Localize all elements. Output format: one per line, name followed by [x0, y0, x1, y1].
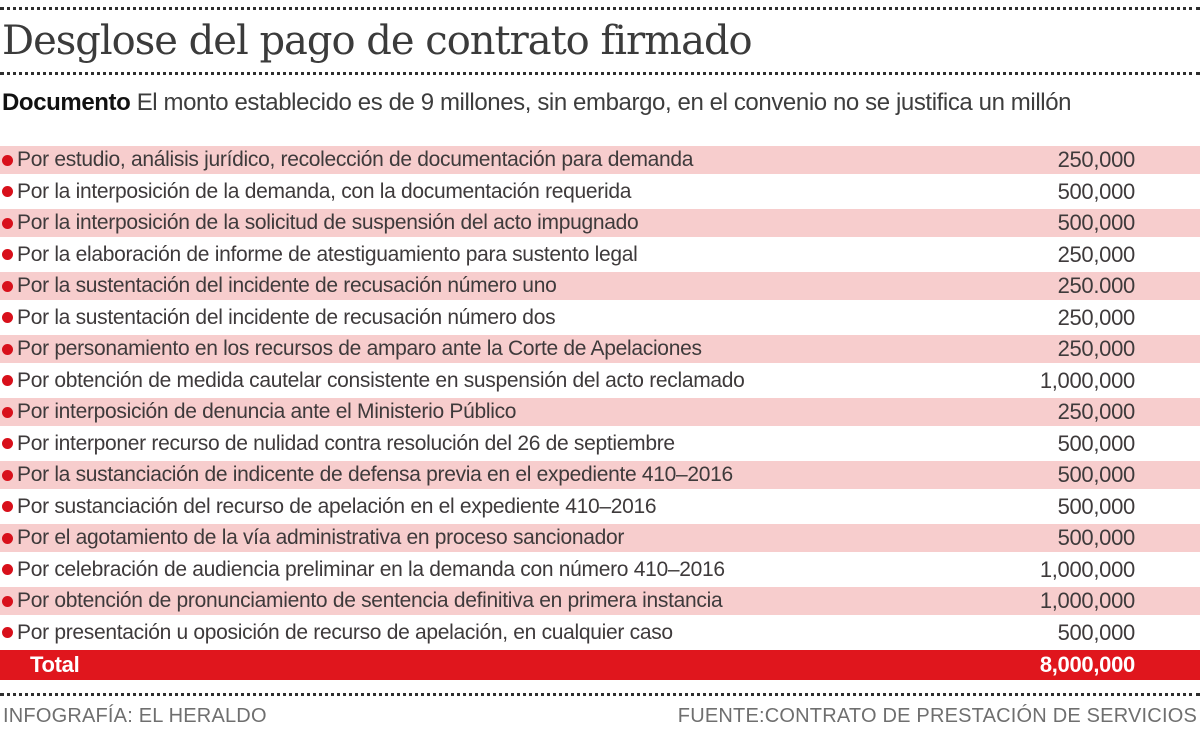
- row-amount: 250,000: [1057, 147, 1135, 172]
- table-row: [0, 556, 1200, 584]
- row-amount: 1,000,000: [1039, 588, 1135, 613]
- total-label: Total: [30, 652, 80, 677]
- bullet-icon: [2, 470, 13, 481]
- bullet-icon: [2, 533, 13, 544]
- table-row: [0, 524, 1200, 552]
- bullet-icon: [2, 627, 13, 638]
- row-amount: 500,000: [1057, 525, 1135, 550]
- divider-bottom: [0, 693, 1200, 696]
- row-description: Por obtención de medida cautelar consistente en suspensión del acto reclamado: [17, 368, 745, 392]
- table-row: [0, 398, 1200, 426]
- subtitle-text: El monto establecido es de 9 millones, sin embargo, en el convenio no se justifica un millón: [136, 89, 1072, 116]
- subtitle-label: Documento: [2, 89, 131, 116]
- row-description: Por interponer recurso de nulidad contra resolución del 26 de septiembre: [17, 431, 675, 455]
- row-amount: 500,000: [1057, 178, 1135, 204]
- row-description: Por interposición de denuncia ante el Ministerio Público: [17, 400, 517, 423]
- row-amount: 250,000: [1057, 336, 1135, 361]
- table-row: [0, 430, 1200, 458]
- row-amount: 500,000: [1057, 430, 1135, 456]
- row-amount: 500,000: [1057, 210, 1135, 235]
- infographic-credit: INFOGRAFÍA: EL HERALDO: [3, 705, 267, 727]
- row-amount: 500,000: [1057, 462, 1135, 487]
- source-credit: FUENTE:CONTRATO DE PRESTACIÓN DE SERVICIOS: [677, 705, 1197, 727]
- bullet-icon: [2, 344, 13, 355]
- table-row: [0, 178, 1200, 206]
- subtitle: [2, 89, 1200, 117]
- bullet-icon: [2, 596, 13, 607]
- row-description: Por el agotamiento de la vía administrativa en proceso sancionador: [17, 526, 625, 549]
- payments-table: [0, 146, 1200, 647]
- row-amount: 250,000: [1057, 399, 1135, 424]
- row-amount: 1,000,000: [1039, 556, 1135, 582]
- row-description: Por personamiento en los recursos de amparo ante la Corte de Apelaciones: [17, 337, 702, 360]
- row-amount: 500,000: [1057, 619, 1135, 645]
- table-row: [0, 587, 1200, 615]
- footer: [0, 705, 1200, 728]
- row-amount: 500,000: [1057, 493, 1135, 519]
- bullet-icon: [2, 218, 13, 229]
- divider-under-title: [0, 72, 1200, 75]
- table-row: [0, 146, 1200, 174]
- total-amount: 8,000,000: [1039, 652, 1135, 677]
- row-description: Por presentación u oposición de recurso de apelación, en cualquier caso: [17, 620, 673, 644]
- table-row: [0, 272, 1200, 300]
- table-row: [0, 209, 1200, 237]
- row-description: Por la interposición de la demanda, con la documentación requerida: [17, 179, 632, 203]
- row-amount: 1,000,000: [1039, 367, 1135, 393]
- row-description: Por estudio, análisis jurídico, recolección de documentación para demanda: [17, 148, 694, 171]
- row-description: Por la sustentación del incidente de recusación número uno: [17, 274, 557, 297]
- table-row: [0, 493, 1200, 521]
- row-amount: 250.000: [1057, 273, 1135, 298]
- row-description: Por la interposición de la solicitud de suspensión del acto impugnado: [17, 211, 639, 234]
- table-row: [0, 619, 1200, 647]
- row-description: Por la sustanciación de indicente de defensa previa en el expediente 410–2016: [17, 463, 733, 486]
- row-description: Por la sustentación del incidente de recusación número dos: [17, 305, 556, 329]
- bullet-icon: [2, 501, 13, 512]
- row-description: Por sustanciación del recurso de apelación en el expediente 410–2016: [17, 494, 657, 518]
- bullet-icon: [2, 438, 13, 449]
- row-amount: 250,000: [1057, 304, 1135, 330]
- table-row: [0, 461, 1200, 489]
- row-description: Por la elaboración de informe de atestiguamiento para sustento legal: [17, 242, 638, 266]
- row-description: Por celebración de audiencia preliminar en la demanda con número 410–2016: [17, 557, 725, 581]
- bullet-icon: [2, 249, 13, 260]
- table-row: [0, 335, 1200, 363]
- row-description: Por obtención de pronunciamiento de sentencia definitiva en primera instancia: [17, 589, 723, 612]
- total-row: [0, 650, 1200, 680]
- bullet-icon: [2, 407, 13, 418]
- table-row: [0, 241, 1200, 269]
- bullet-icon: [2, 281, 13, 292]
- table-row: [0, 304, 1200, 332]
- bullet-icon: [2, 312, 13, 323]
- row-amount: 250,000: [1057, 241, 1135, 267]
- page-title: Desglose del pago de contrato firmado: [2, 18, 752, 64]
- table-row: [0, 367, 1200, 395]
- bullet-icon: [2, 375, 13, 386]
- bullet-icon: [2, 186, 13, 197]
- bullet-icon: [2, 564, 13, 575]
- divider-top: [0, 7, 1200, 10]
- bullet-icon: [2, 155, 13, 166]
